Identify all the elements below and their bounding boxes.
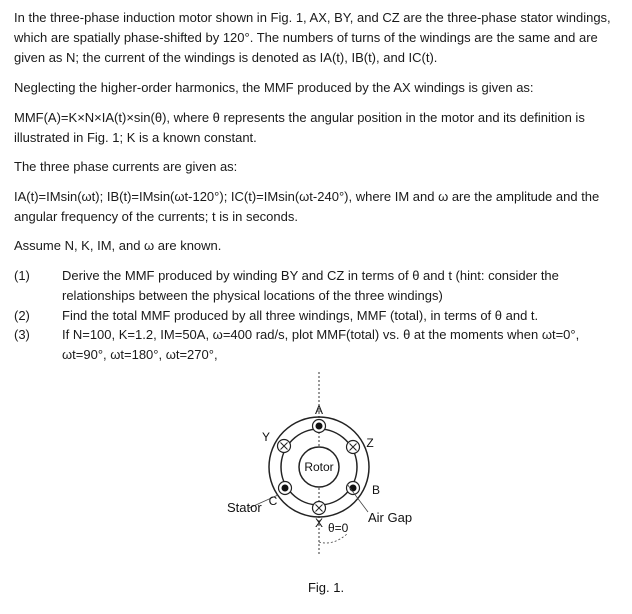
label-z: Z [366,436,374,450]
question-3-number: (3) [14,327,30,342]
winding-b-dot-center [350,485,357,492]
label-a: A [314,403,324,417]
air-gap-label: Air Gap [368,510,413,525]
question-2-number: (2) [14,308,30,323]
question-2-text: Find the total MMF produced by all three windings, MMF (total), in terms of θ and t. [62,308,539,323]
stator-label: Stator [227,500,262,515]
assumption-paragraph: Assume N, K, IM, and ω are known. [14,238,222,253]
question-1-number: (1) [14,268,30,283]
currents-intro-paragraph: The three phase currents are given as: [14,159,238,174]
mmf-a-formula-paragraph: MMF(A)=K×N×IA(t)×sin(θ), where θ represents the angular position in the motor and its definition is illustrated in Fig. 1; K is a known constant. [14,110,585,145]
winding-c-dot-center [282,485,289,492]
label-y: Y [261,430,271,444]
mmf-intro-paragraph: Neglecting the higher-order harmonics, the MMF produced by the AX windings is given as: [14,80,534,95]
label-x: X [314,516,324,530]
label-c: C [268,494,278,508]
winding-a-dot-center [316,423,323,430]
question-3-text: If N=100, K=1.2, IM=50A, ω=400 rad/s, plot MMF(total) vs. θ at the moments when ωt=0°, ωt=90°, ωt=180°, ωt=270°, [62,327,580,362]
figure-caption: Fig. 1. [307,580,345,595]
rotor-label: Rotor [304,460,334,474]
theta-arc [319,534,347,543]
label-b: B [371,483,381,497]
theta-label: θ=0 [328,521,349,535]
currents-formula-paragraph: IA(t)=IMsin(ωt); IB(t)=IMsin(ωt-120°); IC(t)=IMsin(ωt-240°), where IM and ω are the amplitude and the angular frequency of the currents; t is in seconds. [14,189,600,224]
intro-paragraph: In the three-phase induction motor shown in Fig. 1, AX, BY, and CZ are the three-phase stator windings, which are spatially phase-shifted by 120°. The numbers of turns of the windings are the same and are given as N; the current of the windings is denoted as IA(t), IB(t), and IC(t). [14,10,611,65]
question-1-text: Derive the MMF produced by winding BY and CZ in terms of θ and t (hint: consider the relationships between the physical locations of the three windings) [62,268,559,303]
